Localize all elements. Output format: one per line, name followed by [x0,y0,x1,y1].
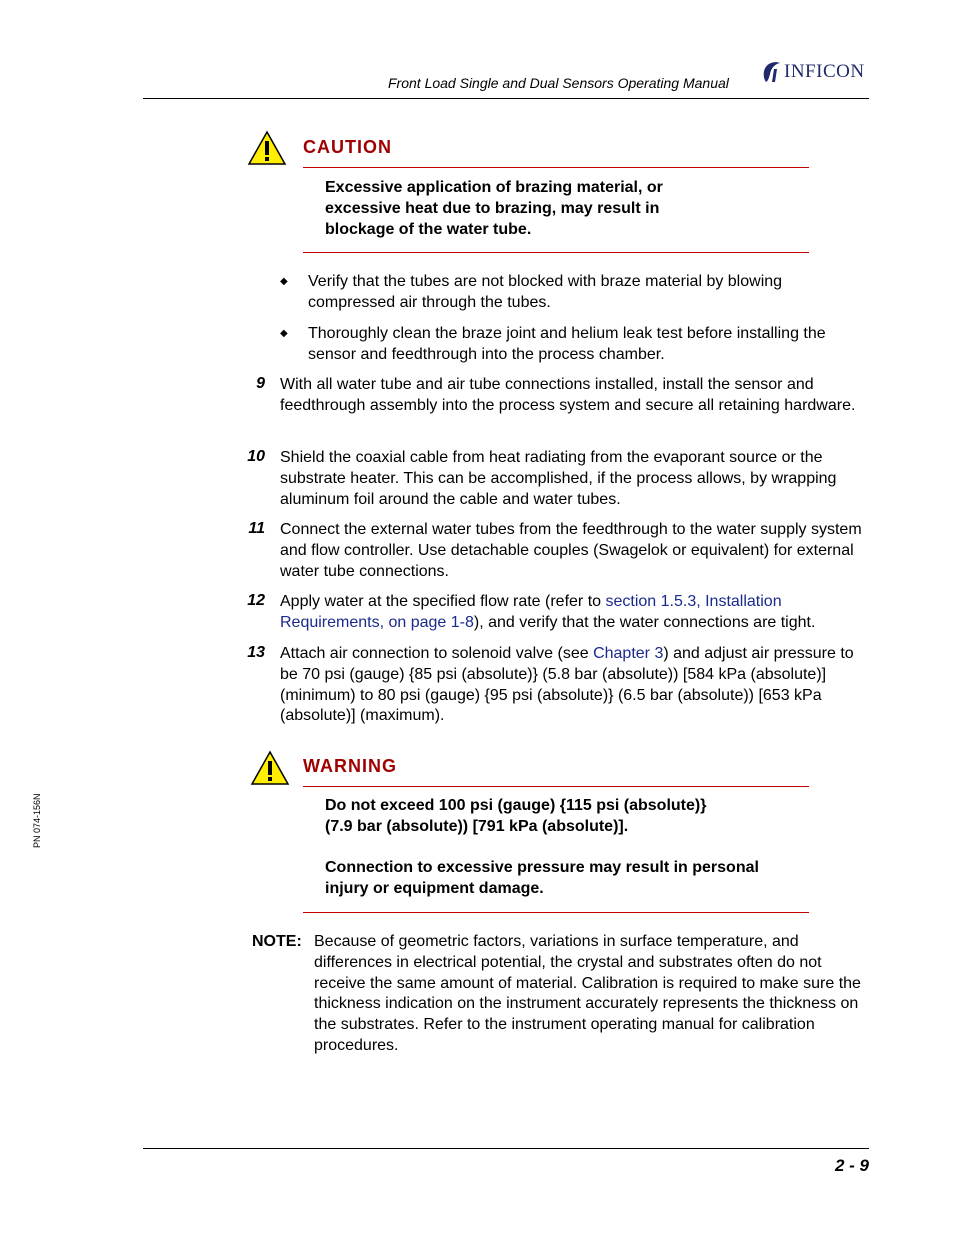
step-text-pre: Apply water at the specified flow rate (refer to [280,593,606,610]
footer-rule [143,1148,869,1149]
step-text [280,592,870,634]
warning-text-line: Do not exceed 100 psi (gauge) {115 psi (absolute)} [325,797,707,814]
step-text: Connect the external water tubes from the feedthrough to the water supply system and flow controller. Use detachable couples (Swagelok or equivalent) for external water tube connections. [280,521,862,580]
warning-label: WARNING [303,756,397,776]
caution-text: Excessive application of brazing material, or excessive heat due to brazing, may result in blockage of the water tube. [325,179,663,238]
chapter-link[interactable]: Chapter 3 [593,645,664,662]
bullet-icon: ◆ [280,328,288,339]
caution-bottom-rule [303,252,809,253]
part-number: PN 074-156N [32,793,42,848]
header-rule [143,98,869,99]
bullet-icon: ◆ [280,276,288,287]
step-text [280,644,872,727]
warning-text-line: (7.9 bar (absolute)) [791 kPa (absolute)]. [325,817,629,835]
page-number: 2 - 9 [834,1156,869,1175]
step-number: 13 [247,644,265,661]
warning-bottom-rule [303,912,809,913]
step-text-pre: Attach air connection to solenoid valve (see [280,645,594,662]
step-number: 12 [247,592,265,609]
inficon-logo-icon [760,60,782,84]
step-number: 9 [256,375,265,392]
warning-triangle-icon [250,750,290,786]
section-link[interactable]: section 1.5.3, Installation Requirements, on page 1-8 [280,593,782,631]
note-label: NOTE: [252,933,302,950]
warning-consequence-text: Connection to excessive pressure may result in personal injury or equipment damage. [325,859,759,897]
step-text: With all water tube and air tube connections installed, install the sensor and feedthrough assembly into the process system and secure all retaining hardware. [280,376,856,414]
warning-top-rule [303,786,809,787]
step-number: 10 [247,448,265,465]
caution-top-rule [303,167,809,168]
list-item: Thoroughly clean the braze joint and helium leak test before installing the sensor and feedthrough into the process chamber. [308,325,826,363]
list-item: Verify that the tubes are not blocked with braze material by blowing compressed air through the tubes. [308,273,783,311]
step-text-post: ) and adjust air pressure to be 70 psi (gauge) {85 psi (absolute)} (5.8 bar (absolute)) [584 kPa (absolute)] (minimum) to 80 psi (gauge) {95 psi (absolute)} (6.5 bar (absolute)) [653 kPa (absolute)] (maximum). [280,645,854,725]
running-header-title: Front Load Single and Dual Sensors Operating Manual [388,75,729,91]
note-text: Because of geometric factors, variations in surface temperature, and differences in electrical potential, the crystal and substrates often do not receive the same amount of material. Calibration is required to make sure the thickness indication on the instrument accurately represents the thickness on the substrates. Refer to the instrument operating manual for calibration procedures. [314,933,861,1054]
caution-label: CAUTION [303,137,392,157]
warning-triangle-icon [247,130,287,166]
step-text-post: ), and verify that the water connections are tight. [473,613,816,631]
step-number: 11 [248,520,265,537]
logo-text: INFICON [784,61,865,82]
step-text: Shield the coaxial cable from heat radiating from the evaporant source or the substrate heater. This can be accomplished, if the process allows, by wrapping aluminum foil around the cable and water tubes. [280,449,837,508]
inficon-logo [760,60,865,84]
warning-text [325,796,805,838]
